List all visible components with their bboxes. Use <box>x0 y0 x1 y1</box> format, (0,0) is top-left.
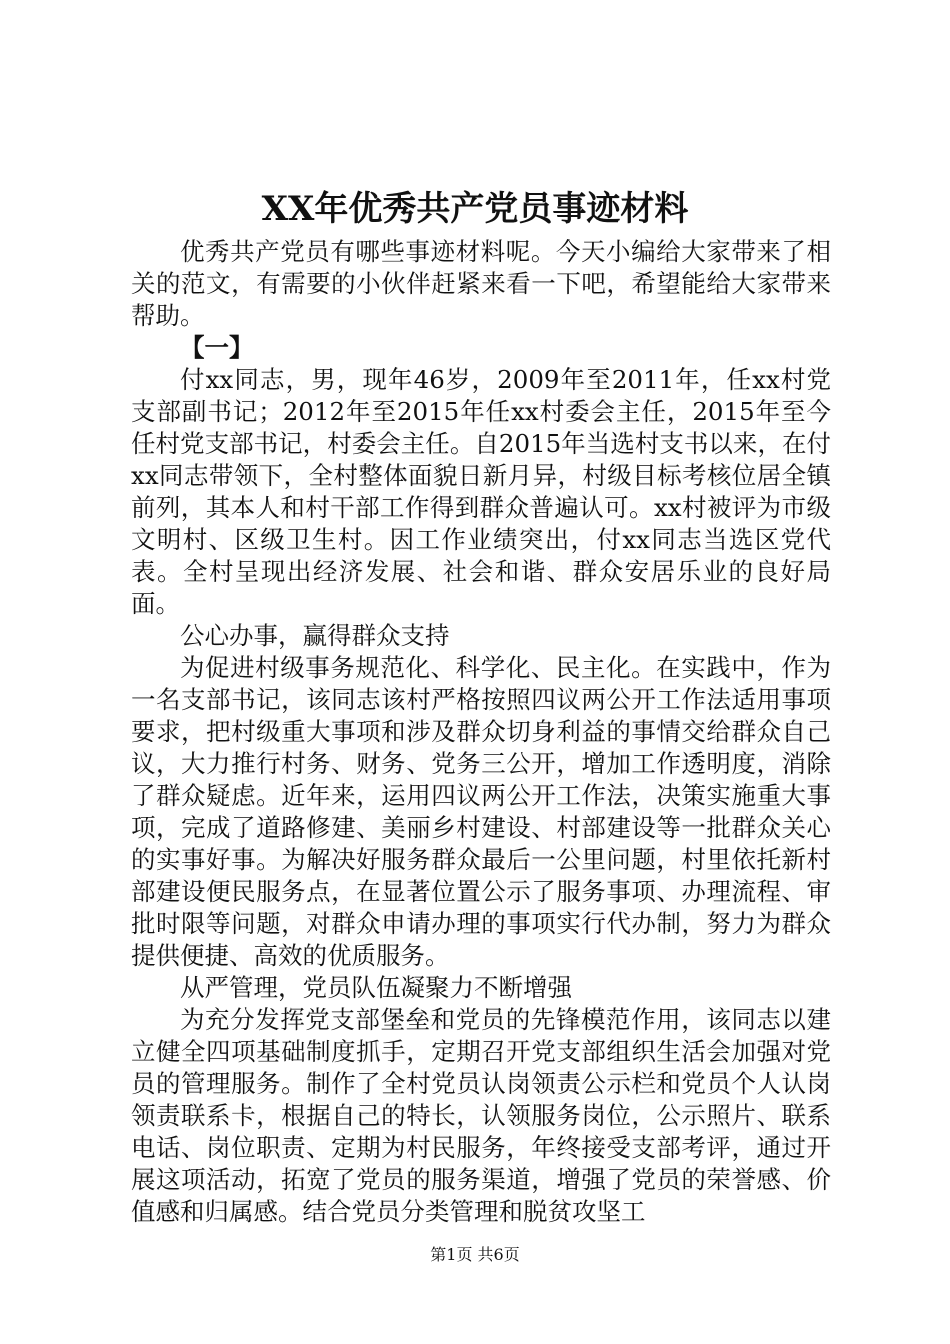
subheading: 从严管理，党员队伍凝聚力不断增强 <box>180 973 572 1002</box>
document-title: XX年优秀共产党员事迹材料 <box>261 189 689 229</box>
body-paragraph: 为充分发挥党支部堡垒和党员的先锋模范作用，该同志以建立健全四项基础制度抓手，定期召开党支部组织生活会加强对党员的管理服务。制作了全村党员认岗领责公示栏和党员个人认岗领责联系卡，根据自己的特长，认领服务岗位，公示照片、联系电话、岗位职责、定期为村民服务，年终接受支部考评，通过开展这项活动，拓宽了党员的服务渠道，增强了党员的荣誉感、价值感和归属感。结合党员分类管理和脱贫攻坚工 <box>131 1005 831 1226</box>
body-paragraph: 为促进村级事务规范化、科学化、民主化。在实践中，作为一名支部书记，该同志该村严格按照四议两公开工作法适用事项要求，把村级重大事项和涉及群众切身利益的事情交给群众自己议，大力推行村务、财务、党务三公开，增加工作透明度，消除了群众疑虑。近年来，运用四议两公开工作法，决策实施重大事项，完成了道路修建、美丽乡村建设、村部建设等一批群众关心的实事好事。为解决好服务群众最后一公里问题，村里依托新村部建设便民服务点，在显著位置公示了服务事项、办理流程、审批时限等问题，对群众申请办理的事项实行代办制，努力为群众提供便捷、高效的优质服务。 <box>131 653 831 970</box>
section-heading-one: 【一】 <box>180 333 254 362</box>
intro-paragraph: 优秀共产党员有哪些事迹材料呢。今天小编给大家带来了相关的范文，有需要的小伙伴赶紧来看一下吧，希望能给大家带来帮助。 <box>131 237 831 330</box>
document-body <box>131 236 831 1228</box>
body-paragraph: 付xx同志，男，现年46岁，2009年至2011年，任xx村党支部副书记；2012年至2015年任xx村委会主任，2015年至今任村党支部书记，村委会主任。自2015年当选村支书以来，在付xx同志带领下，全村整体面貌日新月异，村级目标考核位居全镇前列，其本人和村干部工作得到群众普遍认可。xx村被评为市级文明村、区级卫生村。因工作业绩突出，付xx同志当选区党代表。全村呈现出经济发展、社会和谐、群众安居乐业的良好局面。 <box>131 365 831 618</box>
subheading: 公心办事，赢得群众支持 <box>180 621 450 650</box>
page-footer: 第1页 共6页 <box>430 1245 520 1264</box>
